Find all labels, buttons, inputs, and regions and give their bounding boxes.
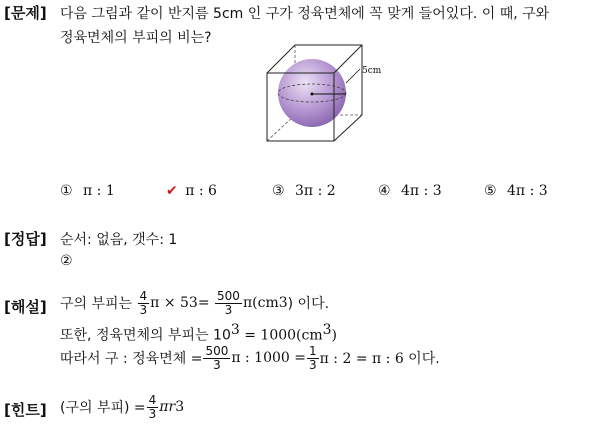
choice-number: ⑤ — [484, 183, 497, 199]
choice-5[interactable] — [484, 183, 548, 199]
explanation-line2: 또한, 정육면체의 부피는 $10^3 = 1000(cm^3)$ — [60, 322, 338, 344]
fraction: $\frac{500}{3}$ — [217, 288, 240, 317]
choice-text: 4π : 3 — [401, 183, 442, 199]
choice-number: ④ — [378, 183, 391, 199]
explanation-line3: 따라서 구 : 정육면체 = $\frac{500}{3}$ π : 1000 = $\frac{1}{3}$ π : 2 = π : 6 이다. — [60, 343, 440, 372]
problem-text-line1: 다음 그림과 같이 반지름 5cm 인 구가 정육면체에 꼭 맞게 들어있다. 이 때, 구와 — [60, 6, 550, 22]
choice-text: 4π : 3 — [507, 183, 548, 199]
choice-2[interactable] — [166, 183, 217, 199]
answer-value: ② — [60, 253, 73, 269]
explanation-label: [해설] — [4, 298, 47, 316]
answer-label: [정답] — [4, 230, 47, 248]
fraction: $\frac{1}{3}$ — [309, 343, 317, 372]
choice-3[interactable] — [272, 183, 336, 199]
fraction: $\frac{4}{3}$ — [148, 392, 157, 421]
choice-1[interactable] — [60, 183, 115, 199]
choice-text: π : 6 — [185, 183, 217, 199]
hint-label: [힌트] — [4, 401, 47, 419]
hint-text: (구의 부피) = $\frac{4}{3}$ πr 3 — [60, 392, 185, 421]
choice-text: 3π : 2 — [295, 183, 336, 199]
fraction: $\frac{500}{3}$ — [205, 343, 229, 372]
fraction: $\frac{4}{3}$ — [139, 288, 148, 317]
problem-text-line2: 정육면체의 부피의 비는? — [60, 30, 212, 46]
answer-meta: 순서: 없음, 갯수: 1 — [60, 232, 178, 248]
radius-label: 5cm — [362, 66, 382, 76]
sphere-in-cube-figure — [262, 43, 392, 145]
explanation-line1: 구의 부피는 $\frac{4}{3}$ π × 5 3 = $\frac{500}{3}$ π(cm 3 ) 이다. — [60, 288, 330, 317]
choice-number: ① — [60, 183, 73, 199]
choice-4[interactable] — [378, 183, 442, 199]
choice-text: π : 1 — [83, 183, 115, 199]
check-mark-icon: ✔ — [166, 183, 178, 199]
problem-label: [문제] — [4, 4, 47, 22]
choice-number: ③ — [272, 183, 285, 199]
